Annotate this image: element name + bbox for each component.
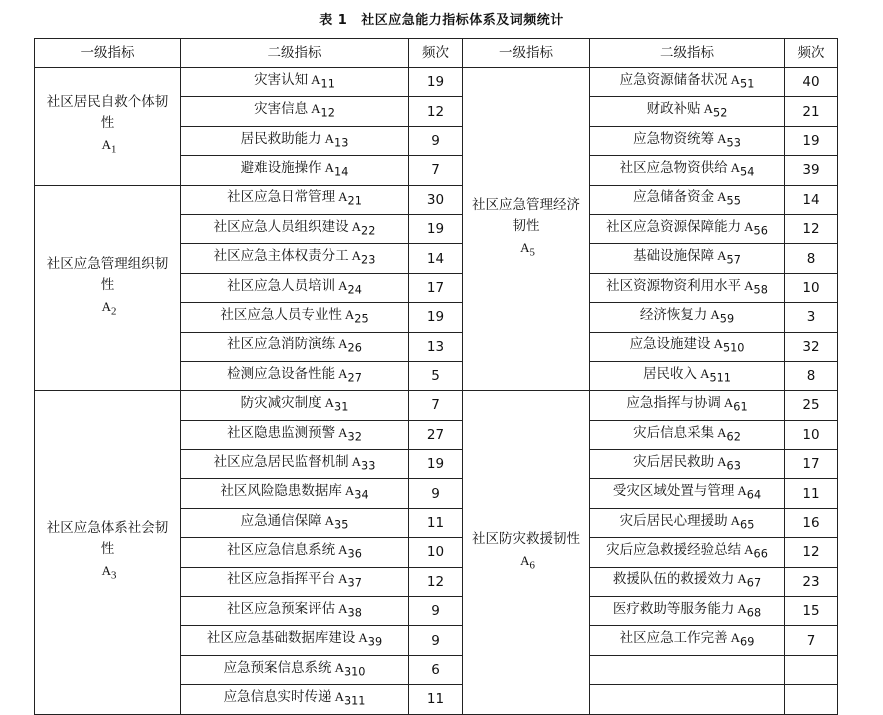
table-row xyxy=(35,68,838,97)
secondary-indicator-subscript: 64 xyxy=(746,489,762,502)
secondary-indicator-code: A xyxy=(717,248,727,264)
secondary-indicator xyxy=(181,244,409,273)
frequency-value: 11 xyxy=(409,685,463,714)
secondary-indicator-code: A xyxy=(730,160,741,176)
secondary-indicator-subscript: 12 xyxy=(320,106,335,120)
secondary-indicator-subscript: 53 xyxy=(726,136,741,150)
secondary-indicator-code: A xyxy=(744,542,754,558)
header-frequency-right: 频次 xyxy=(785,39,838,68)
secondary-indicator-subscript: 57 xyxy=(726,253,741,267)
primary-indicator-text xyxy=(43,92,172,161)
primary-indicator-right xyxy=(463,68,590,391)
secondary-indicator-subscript: 63 xyxy=(726,459,741,473)
secondary-indicator-code: A xyxy=(730,512,741,528)
primary-indicator-label: 社区居民自救个体韧性 xyxy=(46,93,169,131)
secondary-indicator-code: A xyxy=(344,483,355,499)
frequency-value: 25 xyxy=(785,391,838,420)
secondary-indicator-subscript: 21 xyxy=(347,195,362,209)
primary-indicator-left xyxy=(35,68,181,186)
secondary-indicator xyxy=(181,450,409,479)
frequency-value: 39 xyxy=(785,156,838,185)
frequency-value: 7 xyxy=(409,156,463,185)
frequency-value: 19 xyxy=(409,450,463,479)
secondary-indicator-label: 避难设施操作 xyxy=(240,160,322,177)
frequency-value: 12 xyxy=(785,214,838,243)
secondary-indicator-code: A xyxy=(358,630,368,646)
secondary-indicator-subscript: 61 xyxy=(733,400,748,414)
primary-indicator-code: $A_2$ xyxy=(101,298,117,318)
secondary-indicator-subscript: 33 xyxy=(361,459,376,473)
frequency-value: 6 xyxy=(409,655,463,684)
frequency-value: 12 xyxy=(785,538,838,567)
secondary-indicator-subscript: 511 xyxy=(709,371,731,385)
secondary-indicator-subscript: 23 xyxy=(361,253,376,267)
frequency-value: 11 xyxy=(785,479,838,508)
secondary-indicator xyxy=(181,156,409,185)
secondary-indicator xyxy=(181,420,409,449)
secondary-indicator-subscript: 54 xyxy=(740,165,755,179)
secondary-indicator xyxy=(590,685,785,714)
frequency-value: 19 xyxy=(409,303,463,332)
secondary-indicator-code: A xyxy=(744,277,754,293)
secondary-indicator-subscript: 31 xyxy=(334,400,349,414)
secondary-indicator xyxy=(590,273,785,302)
secondary-indicator-label: 应急储备资金 xyxy=(633,189,715,206)
secondary-indicator-label: 社区应急预案评估 xyxy=(227,600,336,617)
secondary-indicator-label: 灾害认知 xyxy=(254,71,309,88)
secondary-indicator-code: A xyxy=(334,659,344,675)
secondary-indicator-subscript: 27 xyxy=(347,371,362,385)
frequency-value: 7 xyxy=(785,626,838,655)
frequency-value: 27 xyxy=(409,420,463,449)
frequency-value: 5 xyxy=(409,361,463,390)
primary-indicator-text xyxy=(471,529,581,577)
secondary-indicator xyxy=(590,156,785,185)
secondary-indicator-label: 基础设施保障 xyxy=(633,248,715,265)
secondary-indicator-label: 社区应急指挥平台 xyxy=(227,571,336,588)
secondary-indicator xyxy=(181,597,409,626)
frequency-value: 3 xyxy=(785,303,838,332)
secondary-indicator-label: 社区隐患监测预警 xyxy=(227,424,336,441)
frequency-value: 9 xyxy=(409,626,463,655)
secondary-indicator-code: A xyxy=(737,600,747,616)
secondary-indicator-code: A xyxy=(324,395,335,411)
primary-indicator-subscript: 1 xyxy=(110,143,117,156)
secondary-indicator-label: 灾后信息采集 xyxy=(633,424,715,441)
primary-indicator-code: $A_5$ xyxy=(520,239,535,259)
secondary-indicator-code: A xyxy=(338,424,348,440)
table-caption xyxy=(0,9,883,28)
primary-indicator-text xyxy=(471,195,581,264)
primary-indicator-left xyxy=(35,185,181,391)
secondary-indicator xyxy=(181,361,409,390)
secondary-indicator-subscript: 14 xyxy=(334,165,349,179)
caption-number: 表 1 xyxy=(319,13,348,28)
frequency-value: 19 xyxy=(409,68,463,97)
indicator-table xyxy=(34,38,838,715)
secondary-indicator-subscript: 311 xyxy=(343,694,366,708)
secondary-indicator-subscript: 37 xyxy=(347,577,362,591)
secondary-indicator-subscript: 510 xyxy=(722,342,745,356)
secondary-indicator xyxy=(181,185,409,214)
secondary-indicator-label: 灾后居民救助 xyxy=(633,453,715,470)
secondary-indicator-subscript: 65 xyxy=(740,518,755,532)
secondary-indicator-code: A xyxy=(710,306,720,322)
primary-indicator-right xyxy=(463,391,590,714)
secondary-indicator-subscript: 66 xyxy=(753,547,768,561)
header-primary-right: 一级指标 xyxy=(463,39,590,68)
frequency-value: 8 xyxy=(785,361,838,390)
secondary-indicator xyxy=(181,479,409,508)
secondary-indicator-label: 社区应急工作完善 xyxy=(619,630,728,647)
primary-indicator-label: 社区应急体系社会韧性 xyxy=(46,520,169,558)
secondary-indicator xyxy=(181,685,409,714)
secondary-indicator-label: 应急设施建设 xyxy=(629,336,711,353)
secondary-indicator-subscript: 22 xyxy=(361,224,376,238)
primary-indicator-label: 社区防灾救援韧性 xyxy=(472,530,580,547)
frequency-value: 17 xyxy=(409,273,463,302)
secondary-indicator-subscript: 67 xyxy=(746,577,762,591)
secondary-indicator-label: 受灾区域处置与管理 xyxy=(612,483,735,500)
secondary-indicator-subscript: 24 xyxy=(347,283,362,297)
secondary-indicator-subscript: 35 xyxy=(334,518,349,532)
frequency-value: 21 xyxy=(785,97,838,126)
frequency-value: 16 xyxy=(785,508,838,537)
secondary-indicator-subscript: 68 xyxy=(746,606,762,620)
secondary-indicator-code: A xyxy=(703,101,714,117)
frequency-value: 9 xyxy=(409,479,463,508)
secondary-indicator-code: A xyxy=(338,189,348,205)
frequency-value: 30 xyxy=(409,185,463,214)
secondary-indicator xyxy=(590,126,785,155)
frequency-value: 9 xyxy=(409,126,463,155)
secondary-indicator-label: 社区应急基础数据库建设 xyxy=(206,630,356,647)
secondary-indicator-label: 社区应急人员组织建设 xyxy=(213,218,349,235)
primary-indicator-subscript: 5 xyxy=(529,246,535,259)
secondary-indicator-label: 社区应急物资供给 xyxy=(619,160,728,177)
secondary-indicator-code: A xyxy=(351,248,362,264)
secondary-indicator-label: 社区资源物资利用水平 xyxy=(606,277,742,294)
frequency-value: 10 xyxy=(785,420,838,449)
secondary-indicator-label: 社区应急居民监督机制 xyxy=(213,453,349,470)
secondary-indicator-label: 灾害信息 xyxy=(254,101,309,118)
secondary-indicator xyxy=(590,538,785,567)
secondary-indicator xyxy=(590,244,785,273)
secondary-indicator-subscript: 51 xyxy=(740,77,755,91)
header-secondary-right: 二级指标 xyxy=(590,39,785,68)
secondary-indicator-label: 社区应急资源保障能力 xyxy=(606,218,742,235)
frequency-value: 11 xyxy=(409,508,463,537)
secondary-indicator-code: A xyxy=(700,365,710,381)
secondary-indicator-code: A xyxy=(737,571,747,587)
secondary-indicator-code: A xyxy=(324,160,335,176)
secondary-indicator-label: 社区应急人员培训 xyxy=(227,277,336,294)
secondary-indicator-label: 应急物资统筹 xyxy=(633,130,715,147)
secondary-indicator-label: 社区应急人员专业性 xyxy=(220,306,342,323)
frequency-value: 15 xyxy=(785,597,838,626)
secondary-indicator-code: A xyxy=(717,424,727,440)
secondary-indicator-label: 居民救助能力 xyxy=(240,130,322,147)
secondary-indicator-code: A xyxy=(351,453,362,469)
header-frequency-left: 频次 xyxy=(409,39,463,68)
secondary-indicator xyxy=(590,185,785,214)
secondary-indicator-code: A xyxy=(338,542,348,558)
primary-indicator-subscript: 3 xyxy=(110,569,117,582)
secondary-indicator-label: 医疗救助等服务能力 xyxy=(612,600,735,617)
frequency-value: 14 xyxy=(409,244,463,273)
secondary-indicator-subscript: 52 xyxy=(713,106,728,120)
secondary-indicator xyxy=(181,68,409,97)
secondary-indicator xyxy=(590,68,785,97)
secondary-indicator-code: A xyxy=(730,630,741,646)
frequency-value: 12 xyxy=(409,97,463,126)
secondary-indicator xyxy=(181,655,409,684)
secondary-indicator-subscript: 56 xyxy=(753,224,768,238)
secondary-indicator-label: 社区应急消防演练 xyxy=(227,336,336,353)
secondary-indicator-code: A xyxy=(717,130,727,146)
header-secondary-left: 二级指标 xyxy=(181,39,409,68)
caption-title: 社区应急能力指标体系及词频统计 xyxy=(361,13,564,28)
secondary-indicator xyxy=(590,655,785,684)
secondary-indicator-subscript: 62 xyxy=(726,430,741,444)
secondary-indicator-subscript: 13 xyxy=(334,136,349,150)
secondary-indicator-code: A xyxy=(730,71,741,87)
secondary-indicator-code: A xyxy=(338,365,348,381)
primary-indicator-label: 社区应急管理组织韧性 xyxy=(46,255,169,293)
frequency-value: 17 xyxy=(785,450,838,479)
secondary-indicator-code: A xyxy=(717,189,727,205)
secondary-indicator-label: 财政补贴 xyxy=(646,101,701,118)
header-primary-left: 一级指标 xyxy=(35,39,181,68)
secondary-indicator-code: A xyxy=(717,453,727,469)
secondary-indicator-subscript: 59 xyxy=(719,312,735,326)
frequency-value xyxy=(785,685,838,714)
secondary-indicator-label: 应急资源储备状况 xyxy=(619,71,728,88)
secondary-indicator-label: 应急通信保障 xyxy=(240,512,322,529)
header-row xyxy=(35,39,838,68)
secondary-indicator xyxy=(181,567,409,596)
table-row xyxy=(35,391,838,420)
secondary-indicator-code: A xyxy=(744,218,754,234)
primary-indicator-label: 社区应急管理经济韧性 xyxy=(472,196,580,234)
secondary-indicator xyxy=(181,626,409,655)
frequency-value: 23 xyxy=(785,567,838,596)
secondary-indicator-label: 灾后居民心理援助 xyxy=(619,512,728,529)
frequency-value xyxy=(785,655,838,684)
secondary-indicator-subscript: 32 xyxy=(347,430,362,444)
secondary-indicator-code: A xyxy=(338,277,348,293)
secondary-indicator-label: 经济恢复力 xyxy=(639,306,708,323)
secondary-indicator xyxy=(590,597,785,626)
frequency-value: 8 xyxy=(785,244,838,273)
primary-indicator-code: $A_3$ xyxy=(101,563,117,582)
secondary-indicator xyxy=(181,273,409,302)
frequency-value: 19 xyxy=(409,214,463,243)
secondary-indicator-label: 社区风险隐患数据库 xyxy=(220,483,342,500)
secondary-indicator-code: A xyxy=(737,483,747,499)
secondary-indicator xyxy=(181,126,409,155)
frequency-value: 19 xyxy=(785,126,838,155)
frequency-value: 7 xyxy=(409,391,463,420)
secondary-indicator-code: A xyxy=(334,689,344,705)
primary-indicator-left xyxy=(35,391,181,714)
frequency-value: 10 xyxy=(785,273,838,302)
secondary-indicator-code: A xyxy=(311,101,321,117)
frequency-value: 13 xyxy=(409,332,463,361)
frequency-value: 10 xyxy=(409,538,463,567)
secondary-indicator xyxy=(181,332,409,361)
secondary-indicator-subscript: 36 xyxy=(347,547,362,561)
frequency-value: 32 xyxy=(785,332,838,361)
secondary-indicator xyxy=(590,332,785,361)
secondary-indicator-code: A xyxy=(338,336,348,352)
primary-indicator-subscript: 6 xyxy=(529,559,535,572)
primary-indicator-code: $A_6$ xyxy=(520,552,535,572)
primary-indicator-subscript: 2 xyxy=(110,305,117,318)
primary-indicator-text xyxy=(43,254,172,323)
secondary-indicator-code: A xyxy=(723,395,734,411)
secondary-indicator-code: A xyxy=(338,571,348,587)
table-row xyxy=(35,185,838,214)
secondary-indicator-label: 检测应急设备性能 xyxy=(227,365,336,382)
secondary-indicator xyxy=(181,391,409,420)
secondary-indicator-subscript: 11 xyxy=(320,77,335,91)
secondary-indicator xyxy=(181,508,409,537)
secondary-indicator xyxy=(181,303,409,332)
secondary-indicator xyxy=(590,214,785,243)
secondary-indicator-label: 应急指挥与协调 xyxy=(626,395,721,412)
secondary-indicator-label: 社区应急信息系统 xyxy=(227,542,336,559)
secondary-indicator-subscript: 38 xyxy=(347,606,362,620)
secondary-indicator xyxy=(590,303,785,332)
secondary-indicator-label: 防灾减灾制度 xyxy=(240,395,322,412)
secondary-indicator-subscript: 26 xyxy=(347,342,362,356)
secondary-indicator-label: 救援队伍的救援效力 xyxy=(612,571,735,588)
secondary-indicator-subscript: 39 xyxy=(367,635,383,649)
secondary-indicator-code: A xyxy=(338,600,348,616)
secondary-indicator xyxy=(590,97,785,126)
secondary-indicator-code: A xyxy=(344,306,355,322)
secondary-indicator-subscript: 310 xyxy=(343,665,366,679)
secondary-indicator-code: A xyxy=(324,130,335,146)
primary-indicator-text xyxy=(43,518,172,587)
secondary-indicator xyxy=(590,450,785,479)
secondary-indicator-label: 社区应急主体权责分工 xyxy=(213,248,349,265)
secondary-indicator xyxy=(590,391,785,420)
frequency-value: 40 xyxy=(785,68,838,97)
secondary-indicator-code: A xyxy=(324,512,335,528)
secondary-indicator-code: A xyxy=(351,218,362,234)
secondary-indicator xyxy=(590,508,785,537)
secondary-indicator xyxy=(590,361,785,390)
secondary-indicator xyxy=(590,420,785,449)
secondary-indicator-subscript: 25 xyxy=(354,312,369,326)
secondary-indicator-code: A xyxy=(713,336,723,352)
frequency-value: 12 xyxy=(409,567,463,596)
secondary-indicator-subscript: 58 xyxy=(753,283,768,297)
secondary-indicator-label: 灾后应急救援经验总结 xyxy=(606,542,742,559)
frequency-value: 9 xyxy=(409,597,463,626)
secondary-indicator-subscript: 55 xyxy=(726,195,741,209)
secondary-indicator xyxy=(590,479,785,508)
secondary-indicator xyxy=(181,538,409,567)
secondary-indicator-code: A xyxy=(311,71,321,87)
secondary-indicator-subscript: 34 xyxy=(354,489,369,502)
secondary-indicator-label: 社区应急日常管理 xyxy=(227,189,336,206)
secondary-indicator xyxy=(590,626,785,655)
secondary-indicator-subscript: 69 xyxy=(740,635,755,649)
secondary-indicator xyxy=(590,567,785,596)
secondary-indicator-label: 应急信息实时传递 xyxy=(223,689,332,706)
primary-indicator-code: $A_1$ xyxy=(101,136,117,156)
secondary-indicator-label: 应急预案信息系统 xyxy=(223,659,332,676)
secondary-indicator-label: 居民收入 xyxy=(643,365,698,382)
secondary-indicator xyxy=(181,214,409,243)
secondary-indicator xyxy=(181,97,409,126)
frequency-value: 14 xyxy=(785,185,838,214)
